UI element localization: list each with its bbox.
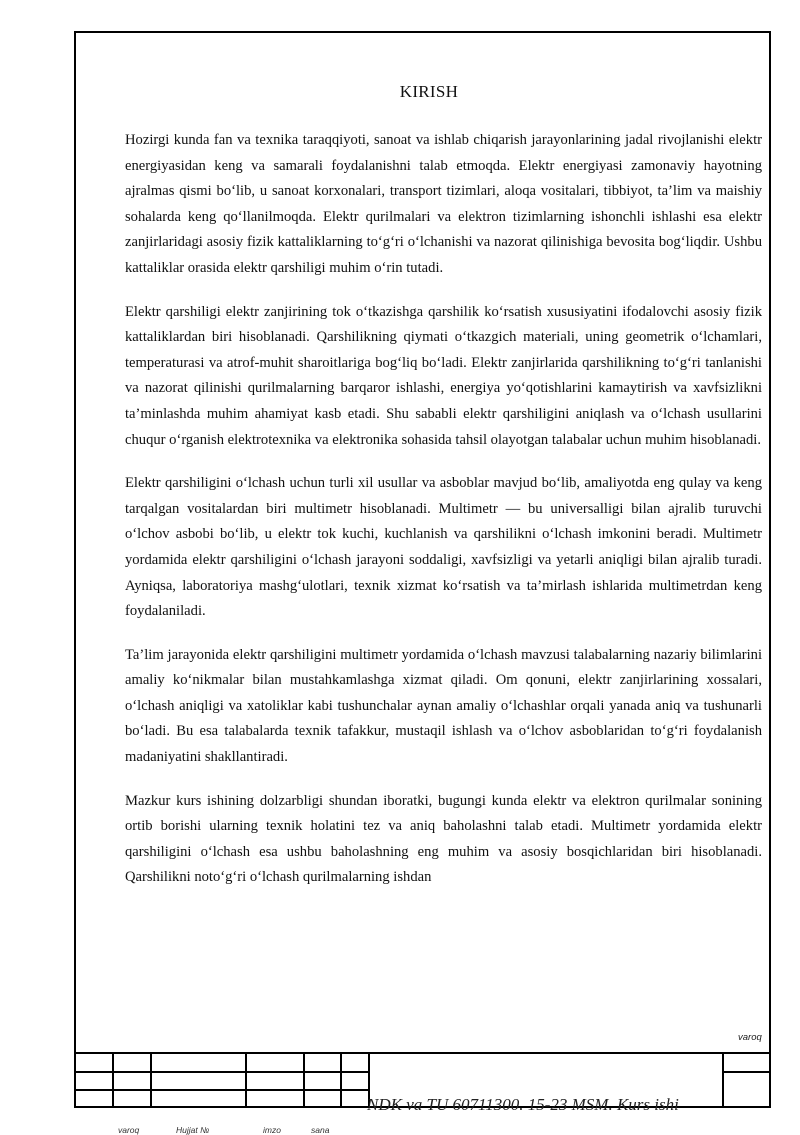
page-number-label: varoq [738,1032,762,1043]
column-label-page: varoq [118,1125,140,1135]
paragraph: Ta’lim jarayonida elektr qarshiligini multimetr yordamida o‘lchash mavzusi talabalarning nazariy bilimlarini amaliy ko‘nikmalar bilan mustahkamlashga xizmat qiladi. Om qonuni, elektr zanjirlarining xossalari, o‘lchash aniqligi va xatoliklar kabi tushunchalar aynan amaliy o‘lchashlar orqali yanada aniq va tushunarli bo‘ladi. Bu esa talabalarda texnik tafakkur, mustaqil ishlash va o‘lchov asboblaridan to‘g‘ri foydalanish madaniyatini shakllantiradi. [125,646,762,766]
paragraph: Mazkur kurs ishining dolzarbligi shundan iboratki, bugungi kunda elektr va elektron qurilmalar sonining ortib borishi ularning texnik holatini tez va aniq baholashni talab etadi. Multimetr yordamida elektr qarshiligini o‘lchash esa ushbu baholashning eng muhim va asosiy bosqichlaridan biri hisoblanadi. Qarshilikni noto‘g‘ri o‘lchash qurilmalarning ishdan [125,792,762,886]
paragraph: Hozirgi kunda fan va texnika taraqqiyoti, sanoat va ishlab chiqarish jarayonlarining jadal rivojlanishi elektr energiyasidan keng va samarali foydalanishni talab etmoqda. Elektr energiyasi zamonaviy hayotning ajralmas qismi bo‘lib, u sanoat korxonalari, transport tizimlari, aloqa vositalari, tibbiyot, ta’lim va maishiy sohalarda keng qo‘llanilmoqda. Elektr qurilmalari va elektron tizimlarning ishonchli ishlashi esa elektr zanjirlaridagi asosiy fizik kattaliklarning to‘g‘ri o‘lchanishi va nazorat qilinishiga bevosita bog‘liqdir. Ushbu kattaliklar orasida elektr qarshiligi muhim o‘rin tutadi. [125,132,762,276]
column-label-signature: imzo [263,1125,281,1135]
column-label-date: sana [311,1125,330,1135]
document-body [125,128,762,909]
paragraph: Elektr qarshiligini o‘lchash uchun turli xil usullar va asboblar mavjud bo‘lib, amaliyotda eng qulay va keng tarqalgan vositalardan biri multimetr hisoblanadi. Multimetr — bu universalligi bilan ajralib turuvchi o‘lchov asbobi bo‘lib, u elektr tok kuchi, kuchlanish va qarshilikni o‘lchash imkonini beradi. Multimetr yordamida elektr qarshiligini o‘lchash jarayoni soddaligi, xavfsizligi va yetarli aniqligi bilan ajralib turadi. Ayniqsa, laboratoriya mashg‘ulotlari, texnik xizmat ko‘rsatish va ta’mirlash ishlarida multimetrdan keng foydalaniladi. [125,475,762,620]
document-code: NDK va TU 60711300. 15-23 MSM. Kurs ishi [367,1095,679,1114]
page-title: KIRISH [399,82,459,101]
paragraph: Elektr qarshiligi elektr zanjirining tok o‘tkazishga qarshilik ko‘rsatish xususiyatini ifodalovchi asosiy fizik kattaliklardan biri hisoblanadi. Qarshilikning qiymati o‘tkazgich materiali, uning geometrik o‘lchamlari, temperaturasi va atrof-muhit sharoitlariga bog‘liq bo‘ladi. Elektr zanjirlarida qarshilikning to‘g‘ri tanlanishi va nazorat qilinishi qurilmalarning barqaror ishlashi, energiya yo‘qotishlarini kamaytirish va xavfsizlikni ta’minlashda muhim ahamiyat kasb etadi. Shu sababli elektr qarshiligini aniqlash va o‘lchash usullarini chuqur o‘rganish elektrotexnika va elektronika sohasida tahsil olayotgan talabalar uchun muhim hisoblanadi. [125,303,762,448]
column-label-document-number: Hujjat № [176,1125,210,1135]
